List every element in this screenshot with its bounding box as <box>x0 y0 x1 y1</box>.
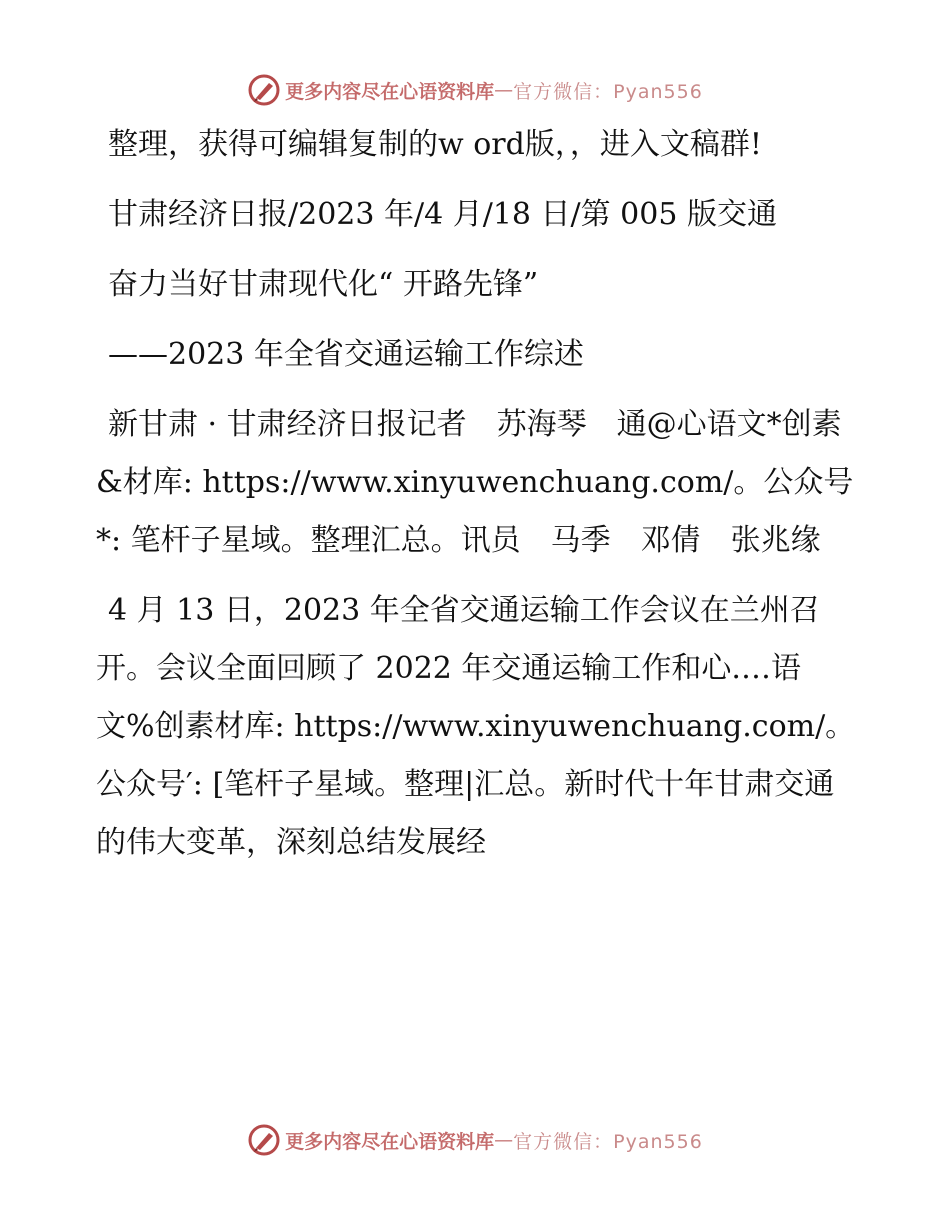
banner-separator: — <box>494 1129 514 1151</box>
paragraph-intro: 整理，获得可编辑复制的w ord版，，进入文稿群! <box>108 127 762 162</box>
paragraph-source: 甘肃经济日报/2023 年/4 月/18 日/第 005 版交通 <box>108 197 777 232</box>
article-title: 奋力当好甘肃现代化“ 开路先锋” <box>108 267 539 302</box>
banner-brand: 更多内容尽在心语资料库 <box>285 1130 495 1153</box>
banner-wechat: 官方微信：Pyan556 <box>513 1130 703 1153</box>
banner-brand: 更多内容尽在心语资料库 <box>285 80 495 103</box>
pen-logo-icon <box>247 1123 281 1157</box>
document-body <box>96 116 856 884</box>
paragraph-byline: 新甘肃 · 甘肃经济日报记者 苏海琴 通@心语文*创素&材库: https://www.xinyuwenchuang.com/。公众号*: 笔杆子星域。整理汇总。讯员 马季 邓倩 张兆缘 <box>96 407 854 558</box>
banner-wechat: 官方微信：Pyan556 <box>513 80 703 103</box>
footer-banner <box>0 1120 950 1160</box>
paragraph-body: 4 月 13 日，2023 年全省交通运输工作会议在兰州召开。会议全面回顾了 2022 年交通运输工作和心.…语文%创素材库: https://www.xinyuwenchuang.com/。公众号′: [笔杆子星域。整理|汇总。新时代十年甘肃交通的伟大变革，深刻总结发展经 <box>96 593 856 860</box>
pen-logo-icon <box>247 73 281 107</box>
article-subtitle: ——2023 年全省交通运输工作综述 <box>108 337 584 372</box>
header-banner <box>0 70 950 110</box>
banner-separator: — <box>494 79 514 101</box>
